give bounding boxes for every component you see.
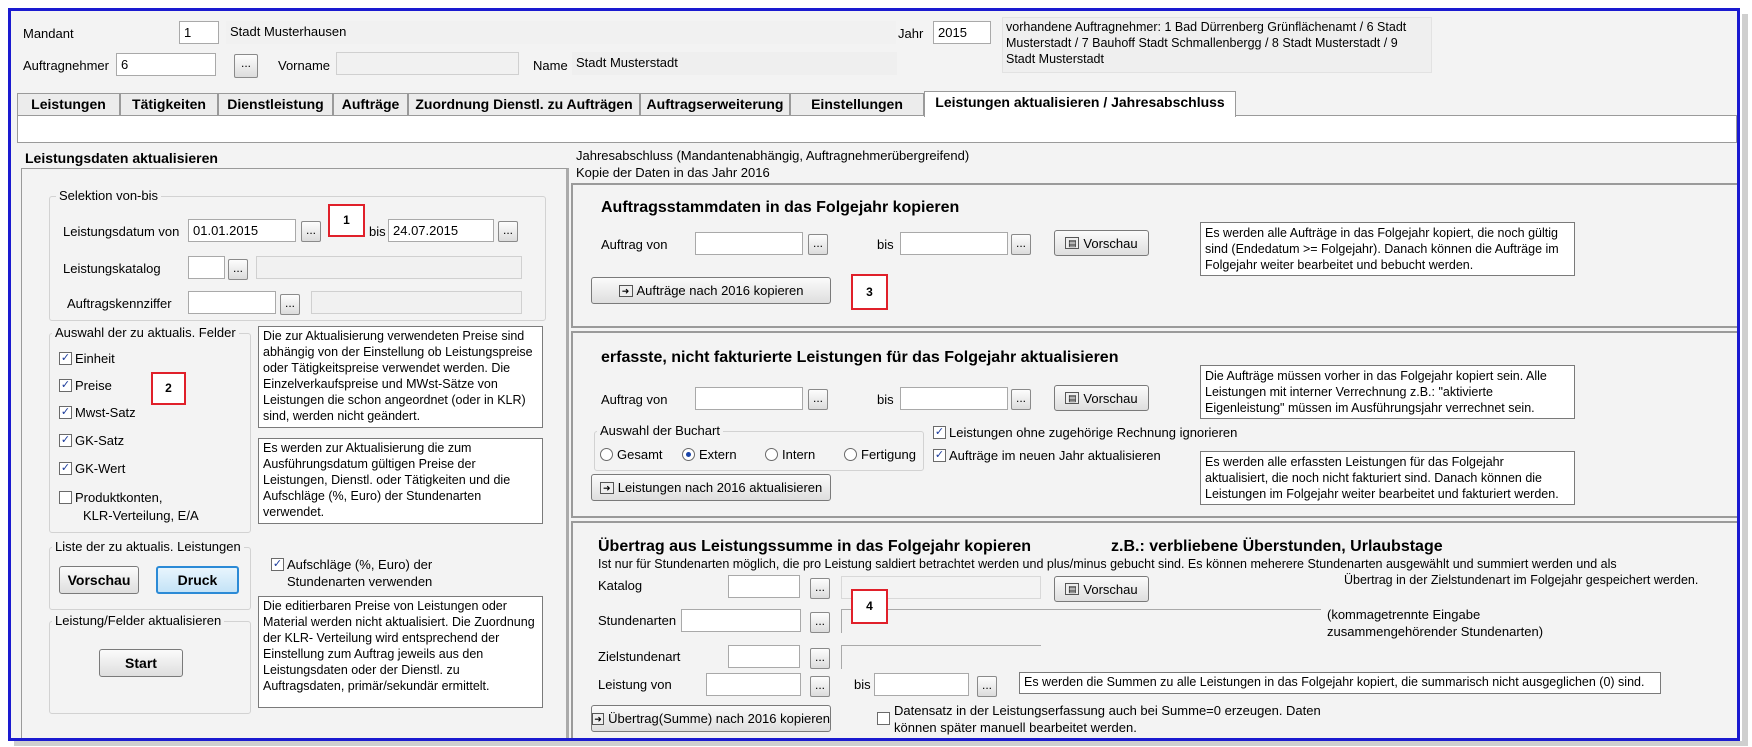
tab-taetigkeiten[interactable]: Tätigkeiten [120, 93, 218, 115]
s1-auftrag-von-label: Auftrag von [601, 237, 668, 252]
kennziffer-name-field [311, 291, 522, 314]
ohne-rechnung-checkbox[interactable]: ✓ [934, 426, 945, 438]
s3-stundenarten-input[interactable] [681, 609, 801, 632]
katalog-label: Leistungskatalog [63, 261, 161, 276]
aufschlaege-label: Aufschläge (%, Euro) der [287, 557, 433, 572]
tab-einstellungen[interactable]: Einstellungen [790, 93, 924, 115]
produktkonten-label: Produktkonten, [75, 490, 163, 505]
tab-jahresabschluss[interactable]: Leistungen aktualisieren / Jahresabschluss [924, 91, 1236, 117]
liste-title: Liste der zu aktualis. Leistungen [52, 539, 244, 555]
mandant-input[interactable]: 1 [179, 21, 219, 44]
s3-heading: Übertrag aus Leistungssumme in das Folgejahr kopieren [598, 538, 1031, 555]
tab-leistungen[interactable]: Leistungen [17, 93, 120, 115]
auftragnehmer-input[interactable]: 6 [116, 53, 216, 76]
s3-komma-hint-2: zusammengehörender Stundenarten) [1327, 624, 1544, 639]
einheit-checkbox[interactable]: ✓ [60, 352, 71, 364]
leistungen-aktualisieren-label: Leistungen nach 2016 aktualisieren [617, 480, 823, 495]
s1-auftrag-von-input[interactable] [695, 232, 803, 255]
s3-zielstundenart-lookup[interactable]: ... [810, 648, 830, 669]
s3-katalog-label: Katalog [598, 578, 643, 593]
preise-label: Preise [75, 378, 112, 393]
s3-leistung-von-picker[interactable]: ... [810, 676, 830, 697]
s3-leistung-von-input[interactable] [706, 673, 801, 696]
selektion-title: Selektion von-bis [56, 188, 161, 204]
s3-heading-2: z.B.: verbliebene Überstunden, Urlaubstage [1111, 538, 1443, 555]
leistungen-aktualisieren-button[interactable] [591, 474, 831, 501]
s1-vorschau-label: Vorschau [1083, 235, 1138, 251]
radio-fertigung-label: Fertigung [861, 447, 916, 462]
preview-icon: ▤ [1065, 583, 1079, 595]
jahr-label: Jahr [898, 26, 924, 41]
s1-auftrag-bis-input[interactable] [900, 232, 1008, 255]
radio-intern-label: Intern [782, 447, 816, 462]
tab-zuordnung[interactable]: Zuordnung Dienstl. zu Aufträgen [408, 93, 640, 115]
aktualisierung-info-note: Es werden zur Aktualisierung die zum Ausführungsdatum gültigen Preise der Leistungen, Dienstl. oder Tätigkeiten und die Aufschläge (%, Euro) der Stundenarten verwendet. [258, 438, 543, 524]
jahr-input[interactable]: 2015 [933, 21, 991, 44]
datum-von-input[interactable]: 01.01.2015 [188, 219, 296, 242]
editierbare-preise-note: Die editierbaren Preise von Leistungen oder Material werden nicht aktualisiert. Die Zuordnung der KLR- Verteilung wird entsprechend der Einstellung zum Auftrag jeweils aus den Leistungsdaten oder der Dienstl. zu Auftragsdaten, primär/sekundär ermittelt. [258, 596, 543, 708]
copy-arrow-icon: ➜ [592, 713, 604, 725]
katalog-name-field [256, 256, 522, 279]
einheit-label: Einheit [75, 351, 115, 366]
vorname-field [336, 52, 519, 75]
kennziffer-input[interactable] [188, 291, 276, 314]
datum-von-picker-button[interactable]: ... [301, 221, 321, 242]
callout-2: 2 [151, 372, 186, 405]
s3-leistung-bis-picker[interactable]: ... [977, 676, 997, 697]
klr-verteilung-label: KLR-Verteilung, E/A [83, 508, 199, 523]
summe-null-checkbox[interactable] [877, 712, 890, 725]
tab-dienstleistung[interactable]: Dienstleistung [218, 93, 333, 115]
radio-intern[interactable] [765, 448, 778, 461]
radio-gesamt[interactable] [600, 448, 613, 461]
s2-vorschau-button[interactable] [1054, 385, 1149, 411]
gk-satz-checkbox[interactable]: ✓ [60, 434, 71, 446]
s2-bottom-info-note: Es werden alle erfassten Leistungen für das Folgejahr aktualisiert, die noch nicht fakturiert sind. Danach können die Leistungen im Folgejahr weiter bearbeitet und fakturiert werden. [1200, 451, 1575, 505]
buchart-title: Auswahl der Buchart [597, 423, 723, 439]
radio-extern-label: Extern [699, 447, 737, 462]
s1-info-note: Es werden alle Aufträge in das Folgejahr kopiert, die noch gültig sind (Endedatum >= Folgejahr). Danach können die Aufträge im Folgejahr weiter bearbeitet und bebucht werden. [1200, 222, 1575, 276]
callout-4: 4 [851, 589, 888, 624]
auftragnehmer-info: vorhandene Auftragnehmer: 1 Bad Dürrenberg Grünflächenamt / 6 Stadt Musterstadt / 7 Bauhoff Stadt Schmallenbergg / 8 Stadt Musterstadt / 9 Stadt Musterstadt [1002, 17, 1432, 73]
tab-auftragserweiterung[interactable]: Auftragserweiterung [640, 93, 790, 115]
preview-icon: ▤ [1065, 237, 1079, 249]
preview-icon: ▤ [1065, 392, 1079, 404]
auftraege-kopieren-label: Aufträge nach 2016 kopieren [636, 283, 804, 298]
s3-bis-label: bis [854, 677, 871, 692]
kennziffer-label: Auftragskennziffer [67, 296, 172, 311]
liste-druck-button[interactable]: Druck [156, 566, 239, 594]
s3-leistung-von-label: Leistung von [598, 677, 672, 692]
s3-komma-hint: (kommagetrennte Eingabe [1327, 607, 1481, 622]
s1-auftrag-von-lookup[interactable]: ... [808, 234, 828, 255]
s3-stundenarten-lookup[interactable]: ... [810, 612, 830, 633]
s3-stundenarten-name-line [841, 609, 1321, 610]
name-label: Name [533, 58, 568, 73]
datum-bis-label: bis [369, 224, 386, 239]
katalog-lookup-button[interactable]: ... [228, 259, 248, 280]
radio-extern[interactable] [682, 448, 695, 461]
radio-gesamt-label: Gesamt [617, 447, 663, 462]
mandant-label: Mandant [23, 26, 74, 41]
left-panel-title: Leistungsdaten aktualisieren [25, 150, 218, 166]
auftraege-kopieren-button[interactable] [591, 277, 831, 304]
s3-description: Ist nur für Stundenarten möglich, die pro Leistung saldiert betrachtet werden und plus/minus gebucht sind. Es können meherere Stundenarten ausgewählt und summiert werden und als [598, 557, 1617, 571]
auftragnehmer-lookup-button[interactable]: ... [234, 54, 258, 78]
callout-3: 3 [851, 274, 888, 310]
s2-vorschau-label: Vorschau [1083, 390, 1138, 406]
s3-vorschau-button[interactable] [1054, 576, 1149, 602]
datum-von-label: Leistungsdatum von [63, 224, 180, 239]
start-button[interactable]: Start [99, 649, 183, 677]
s2-heading: erfasste, nicht fakturierte Leistungen für das Folgejahr aktualisieren [601, 349, 1119, 366]
s1-auftrag-bis-lookup[interactable]: ... [1011, 234, 1031, 255]
s1-heading: Auftragsstammdaten in das Folgejahr kopieren [601, 199, 960, 216]
s3-katalog-lookup[interactable]: ... [810, 578, 830, 599]
callout-1: 1 [328, 204, 365, 237]
mandant-name-field: Stadt Musterhausen [226, 21, 896, 44]
s3-vorschau-label: Vorschau [1083, 581, 1138, 597]
neues-jahr-label: Aufträge im neuen Jahr aktualisieren [949, 448, 1161, 463]
s3-zielstundenart-label: Zielstundenart [598, 649, 681, 664]
s2-auftrag-bis-lookup[interactable]: ... [1011, 389, 1031, 410]
name-field: Stadt Musterstadt [572, 52, 897, 75]
s3-stundenarten-name-edge [841, 609, 842, 633]
jahresabschluss-subtitle: Kopie der Daten in das Jahr 2016 [576, 165, 770, 180]
datum-bis-picker-button[interactable]: ... [498, 221, 518, 242]
gk-satz-label: GK-Satz [75, 433, 125, 448]
s3-zielstundenart-input[interactable] [728, 645, 800, 668]
katalog-input[interactable] [188, 256, 225, 279]
s1-vorschau-button[interactable] [1054, 230, 1149, 256]
s3-katalog-input[interactable] [728, 575, 800, 598]
felder-akt-title: Leistung/Felder aktualisieren [52, 613, 224, 629]
s3-leistung-bis-input[interactable] [874, 673, 969, 696]
s2-auftrag-von-label: Auftrag von [601, 392, 668, 407]
jahresabschluss-title: Jahresabschluss (Mandantenabhängig, Auftragnehmerübergreifend) [576, 148, 970, 163]
kennziffer-lookup-button[interactable]: ... [280, 294, 300, 315]
s3-info-note: Es werden die Summen zu alle Leistungen in das Folgejahr kopiert, die summarisch nicht ausgeglichen (0) sind. [1019, 672, 1661, 694]
s2-auftrag-von-lookup[interactable]: ... [808, 389, 828, 410]
summe-null-label-2: können später manuell bearbeitet werden. [894, 720, 1137, 735]
tab-strip-area [17, 115, 1737, 143]
s2-top-info-note: Die Aufträge müssen vorher in das Folgejahr kopiert sein. Alle Leistungen mit interner Verrechnung z.B.: "aktivierte Eigenleistung" müssen im Ausführungsjahr verrechnet sein. [1200, 365, 1575, 419]
preise-checkbox[interactable]: ✓ [60, 379, 71, 391]
s1-bis-label: bis [877, 237, 894, 252]
s2-bis-label: bis [877, 392, 894, 407]
s3-zielstundenart-name-line [841, 645, 1041, 646]
auftragnehmer-label: Auftragnehmer [23, 58, 109, 73]
preise-info-note: Die zur Aktualisierung verwendeten Preise sind abhängig von der Einstellung ob Leistungspreise oder Tätigkeitspreise verwendet werden. Die Einzelverkaufspreise und MWst-Sätze von Leistungen die schon angeordnet (oder in KLR) sind, werden nicht geändert. [258, 326, 543, 428]
neues-jahr-checkbox[interactable]: ✓ [934, 449, 945, 461]
application-window [8, 8, 1740, 741]
produktkonten-checkbox[interactable] [59, 491, 72, 504]
vorname-label: Vorname [278, 58, 331, 73]
radio-fertigung[interactable] [844, 448, 857, 461]
aufschlaege-checkbox[interactable]: ✓ [272, 558, 283, 570]
s3-stundenarten-label: Stundenarten [598, 613, 677, 628]
tab-auftraege[interactable]: Aufträge [333, 93, 408, 115]
s3-zielstundenart-name-edge [841, 645, 842, 669]
copy-arrow-icon: ➜ [600, 482, 614, 494]
datum-bis-input[interactable]: 24.07.2015 [388, 219, 494, 242]
uebertrag-kopieren-label: Übertrag(Summe) nach 2016 kopieren [608, 711, 830, 726]
liste-vorschau-button[interactable]: Vorschau [59, 566, 139, 594]
s2-auftrag-von-input[interactable] [695, 387, 803, 410]
s3-description-2: Übertrag in der Zielstundenart im Folgejahr gespeichert werden. [1344, 573, 1699, 587]
s2-auftrag-bis-input[interactable] [900, 387, 1008, 410]
aufschlaege-label-2: Stundenarten verwenden [287, 574, 433, 589]
copy-arrow-icon: ➜ [619, 285, 633, 297]
uebertrag-kopieren-button[interactable] [591, 705, 831, 732]
mwst-label: Mwst-Satz [75, 405, 136, 420]
gk-wert-checkbox[interactable]: ✓ [60, 462, 71, 474]
mwst-checkbox[interactable]: ✓ [60, 406, 71, 418]
ohne-rechnung-label: Leistungen ohne zugehörige Rechnung ignorieren [949, 425, 1238, 440]
felder-title: Auswahl der zu aktualis. Felder [52, 325, 239, 341]
summe-null-label: Datensatz in der Leistungserfassung auch bei Summe=0 erzeugen. Daten [894, 703, 1321, 718]
gk-wert-label: GK-Wert [75, 461, 126, 476]
